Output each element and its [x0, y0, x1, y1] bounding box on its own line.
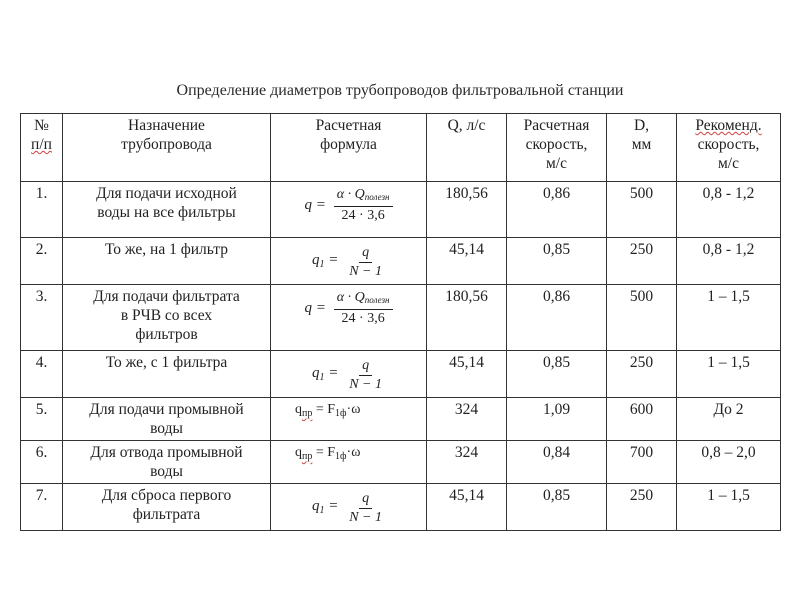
cell-recommended: 1 – 1,5 — [677, 351, 781, 398]
table-row — [21, 441, 781, 484]
cell-speed: 0,85 — [507, 238, 607, 285]
cell-recommended: 0,8 - 1,2 — [677, 182, 781, 238]
purpose-line: в РЧВ со всех — [120, 307, 213, 324]
formula-q-n: $q_1$ = $\frac{q}{N - 1}$ — [311, 358, 383, 392]
cell-num: 6. — [21, 441, 63, 484]
purpose-line: Для подачи исходной — [96, 185, 237, 202]
cell-purpose — [63, 285, 271, 351]
cell-recommended: 1 – 1,5 — [677, 285, 781, 351]
cell-speed: 0,84 — [507, 441, 607, 484]
cell-recommended: 0,8 - 1,2 — [677, 238, 781, 285]
cell-q: 324 — [427, 398, 507, 441]
purpose-line: фильтров — [135, 326, 198, 343]
cell-formula — [271, 441, 427, 484]
purpose-line: Для отвода промывной — [90, 444, 243, 461]
cell-num: 1. — [21, 182, 63, 238]
cell-formula — [271, 484, 427, 531]
cell-num: 5. — [21, 398, 63, 441]
cell-q: 180,56 — [427, 182, 507, 238]
table-row — [21, 398, 781, 441]
cell-speed: 1,09 — [507, 398, 607, 441]
formula-q-n: $q_1$ = $\frac{q}{N - 1}$ — [311, 245, 383, 279]
cell-num: 3. — [21, 285, 63, 351]
cell-diameter: 500 — [607, 182, 677, 238]
purpose-line: Для подачи фильтрата — [93, 288, 240, 305]
cell-purpose — [63, 238, 271, 285]
formula-alpha: q = $\frac{\text{α · Qполезн}}{24 \cdot 3,6}$ — [275, 289, 422, 328]
cell-purpose — [63, 351, 271, 398]
header-speed: Расчетная скорость, м/с — [507, 114, 607, 182]
cell-diameter: 700 — [607, 441, 677, 484]
header-num: № п/п — [21, 114, 63, 182]
cell-num: 7. — [21, 484, 63, 531]
purpose-line: воды — [150, 420, 183, 437]
purpose-line: То же, с 1 фильтра — [105, 354, 228, 371]
cell-diameter: 250 — [607, 238, 677, 285]
cell-formula — [271, 285, 427, 351]
cell-diameter: 500 — [607, 285, 677, 351]
cell-purpose — [63, 182, 271, 238]
cell-q: 180,56 — [427, 285, 507, 351]
cell-purpose — [63, 484, 271, 531]
purpose-line: То же, на 1 фильтр — [104, 241, 228, 258]
header-q: Q, л/с — [427, 114, 507, 182]
header-purpose: Назначение трубопровода — [63, 114, 271, 182]
cell-speed: 0,85 — [507, 351, 607, 398]
cell-num: 2. — [21, 238, 63, 285]
cell-diameter: 600 — [607, 398, 677, 441]
header-recommended: Рекоменд. скорость, м/с — [677, 114, 781, 182]
cell-purpose — [63, 441, 271, 484]
cell-formula — [271, 398, 427, 441]
table-row — [21, 285, 781, 351]
table-row — [21, 484, 781, 531]
formula-q-n: $q_1$ = $\frac{q}{N - 1}$ — [311, 491, 383, 525]
cell-q: 324 — [427, 441, 507, 484]
cell-q: 45,14 — [427, 238, 507, 285]
header-row — [21, 114, 781, 182]
cell-speed: 0,86 — [507, 285, 607, 351]
table-row — [21, 238, 781, 285]
formula-f-omega: $q_{пр} = F_{1ф}\cdot\omega$ — [295, 445, 361, 462]
pipe-diameter-table — [20, 113, 781, 531]
purpose-line: Для подачи промывной — [89, 401, 244, 418]
table-row — [21, 351, 781, 398]
cell-recommended: 0,8 – 2,0 — [677, 441, 781, 484]
table-row — [21, 182, 781, 238]
cell-formula — [271, 351, 427, 398]
header-diameter: D, мм — [607, 114, 677, 182]
purpose-line: воды на все фильтры — [97, 204, 236, 221]
cell-formula — [271, 238, 427, 285]
purpose-line: фильтрата — [132, 506, 201, 523]
cell-formula — [271, 182, 427, 238]
cell-speed: 0,85 — [507, 484, 607, 531]
cell-recommended: 1 – 1,5 — [677, 484, 781, 531]
cell-speed: 0,86 — [507, 182, 607, 238]
purpose-line: воды — [150, 463, 183, 480]
page-title: Определение диаметров трубопроводов фильтровальной станции — [176, 82, 624, 99]
purpose-line: Для сброса первого — [101, 487, 232, 504]
cell-recommended: До 2 — [677, 398, 781, 441]
cell-num: 4. — [21, 351, 63, 398]
cell-diameter: 250 — [607, 484, 677, 531]
cell-diameter: 250 — [607, 351, 677, 398]
cell-q: 45,14 — [427, 484, 507, 531]
table-body — [21, 182, 781, 531]
header-formula: Расчетная формула — [271, 114, 427, 182]
cell-purpose — [63, 398, 271, 441]
cell-q: 45,14 — [427, 351, 507, 398]
formula-f-omega: $q_{пр} = F_{1ф}\cdot\omega$ — [295, 402, 361, 419]
formula-alpha: q = $\frac{\text{α · Qполезн}}{24 \cdot 3,6}$ — [275, 186, 422, 225]
